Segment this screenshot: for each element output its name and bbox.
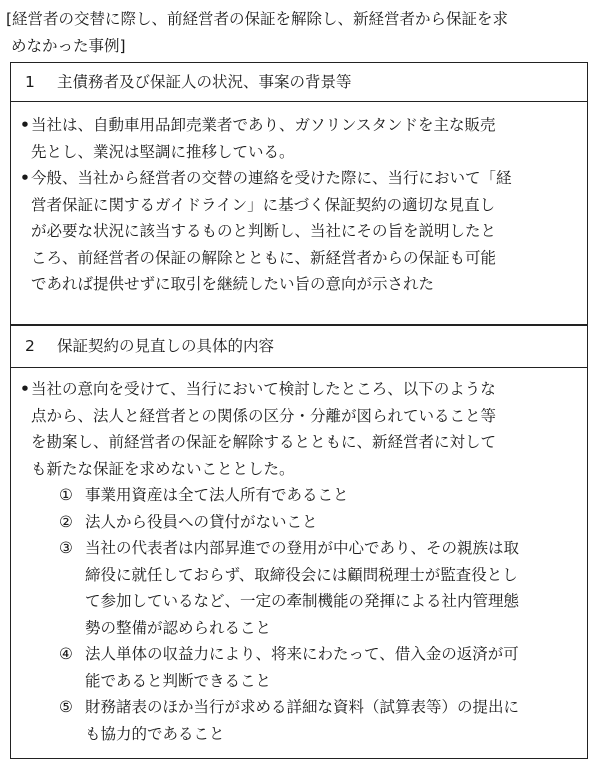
section-1-bullet: [19, 165, 579, 298]
section-2-body: [11, 368, 587, 747]
section-2-box: [10, 324, 588, 759]
section-1-header: [11, 63, 587, 102]
bullet-dot: •: [20, 380, 30, 398]
list-item-marker: ①: [59, 486, 73, 504]
section-1-bullet: [19, 112, 579, 165]
list-item-text: 法人単体の収益力により、将来にわたって、借入金の返済が可 能であると判断できること: [85, 645, 519, 690]
section-1-number: 1: [25, 72, 35, 91]
section-2-heading: 保証契約の見直しの具体的内容: [57, 336, 275, 355]
section-2-bullet-text: 当社の意向を受けて、当行において検討したところ、以下のような 点から、法人と経営者との関係の区分・分離が図られていること等 を勘案し、前経営者の保証を解除するとともに、新経営者に対して も新たな保証を求めないこととした。: [31, 380, 497, 478]
bullet-dot: •: [20, 169, 30, 187]
bullet-dot: •: [20, 116, 30, 134]
section-1-body: [11, 102, 587, 298]
list-item-text: 財務諸表のほか当行が求める詳細な資料（試算表等）の提出に も協力的であること: [85, 698, 520, 743]
document-title: [経営者の交替に際し、前経営者の保証を解除し、新経営者から保証を求 めなかった事例]: [6, 10, 509, 55]
section-1-heading: 主債務者及び保証人の状況、事案の背景等: [57, 72, 352, 91]
list-item-marker: ④: [59, 645, 73, 663]
list-item-text: 事業用資産は全て法人所有であること: [85, 486, 349, 504]
list-item-marker: ⑤: [59, 698, 73, 716]
section-2-number: 2: [25, 336, 35, 355]
section-1-box: [10, 62, 588, 326]
list-item: [59, 535, 579, 641]
list-item-marker: ②: [59, 512, 73, 531]
list-item: [59, 641, 579, 694]
list-item-text: 当社の代表者は内部昇進での登用が中心であり、その親族は取 締役に就任しておらず、取締役会には顧問税理士が監査役とし て参加しているなど、一定の牽制機能の発揮による社内管理態 勢の整備が認められること: [85, 539, 520, 637]
list-item-marker: ③: [59, 539, 73, 557]
section-2-header: [11, 325, 587, 368]
list-item: [59, 482, 579, 509]
list-item: [59, 509, 579, 536]
section-1-bullet-text-1: 当社は、自動車用品卸売業者であり、ガソリンスタンドを主な販売 先とし、業況は堅調に推移している。: [31, 116, 496, 161]
section-1-bullet-text-2: 今般、当社から経営者の交替の連絡を受けた際に、当行において「経 営者保証に関するガイドライン」に基づく保証契約の適切な見直し が必要な状況に該当するものと判断し、当社にその旨を説明したと ころ、前経営者の保証の解除とともに、新経営者からの保証も可能 であれば提供せずに取引を継続したい旨の意向が示された: [31, 169, 512, 293]
list-item: [59, 694, 579, 747]
section-2-bullet: [19, 376, 579, 482]
list-item-text: 法人から役員への貸付がないこと: [85, 512, 318, 531]
